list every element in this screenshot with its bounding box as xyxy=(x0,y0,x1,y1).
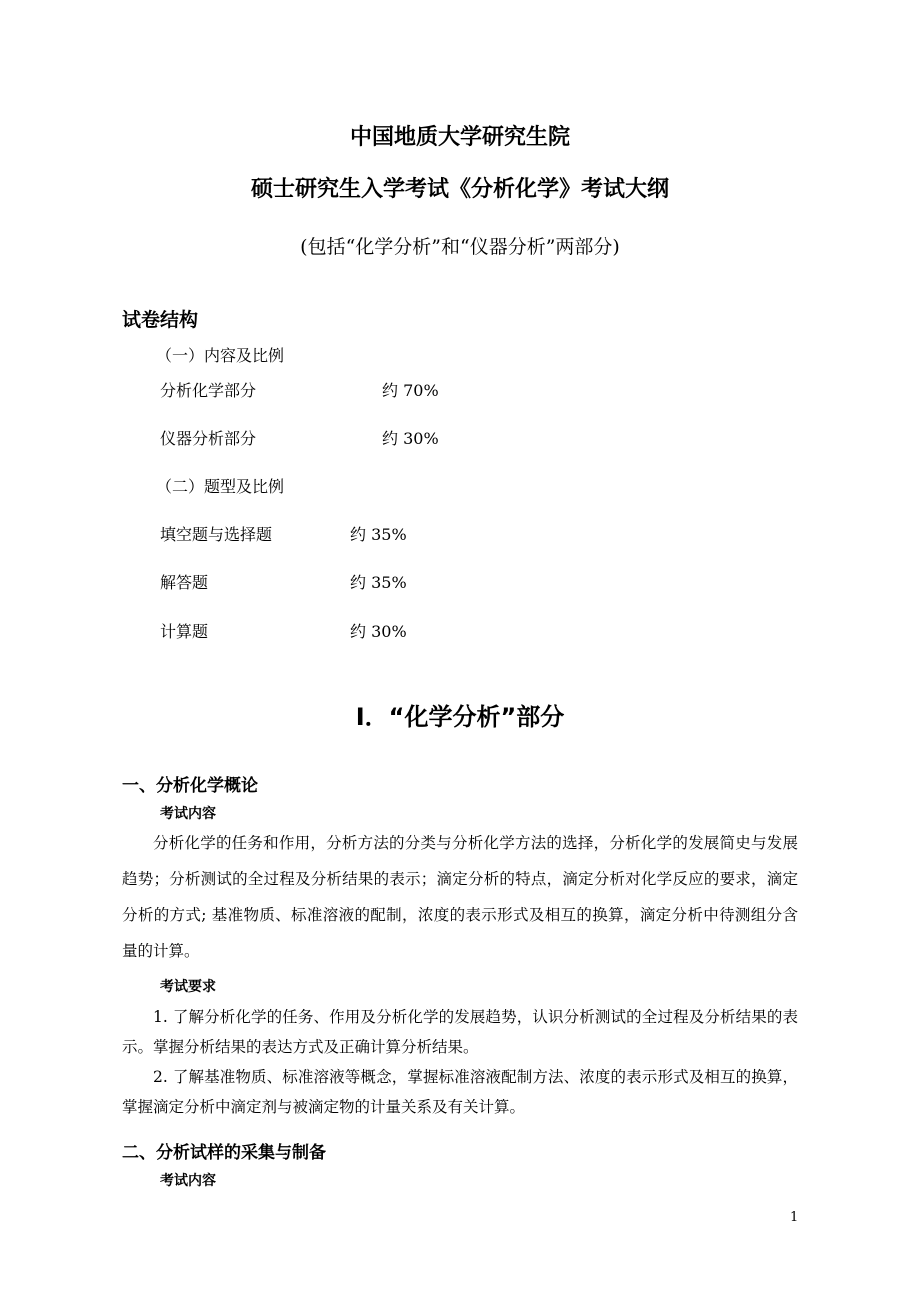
type-ratio-label: （二）题型及比例 xyxy=(156,477,285,496)
requirement-item: 2. 了解基准物质、标准溶液等概念，掌握标准溶液配制方法、浓度的表示形式及相互的换算，掌握滴定分析中滴定剂与被滴定物的计量关系及有关计算。 xyxy=(122,1068,798,1116)
content-item-value: 约 30% xyxy=(382,429,439,448)
content-ratio-label: （一）内容及比例 xyxy=(156,346,285,365)
part-title: I．“化学分析”部分 xyxy=(355,703,565,731)
content-item-name: 仪器分析部分 xyxy=(160,429,257,448)
requirements-label: 考试要求 xyxy=(160,979,216,995)
content-label: 考试内容 xyxy=(160,1173,216,1189)
content-paragraph: 分析化学的任务和作用，分析方法的分类与分析化学方法的选择，分析化学的发展简史与发展趋势；分析测试的全过程及分析结果的表示；滴定分析的特点，滴定分析对化学反应的要求，滴定分析的方式; 基准物质、标准溶液的配制，浓度的表示形式及相互的换算，滴定分析中待测组分含量的计算。 xyxy=(122,834,798,960)
type-item-name: 计算题 xyxy=(160,622,209,641)
content-label: 考试内容 xyxy=(160,806,216,822)
requirement-item: 1. 了解分析化学的任务、作用及分析化学的发展趋势，认识分析测试的全过程及分析结果的表示。掌握分析结果的表达方式及正确计算分析结果。 xyxy=(122,1008,798,1056)
document-title-line1: 中国地质大学研究生院 xyxy=(349,125,570,150)
chapter-title: 二、分析试样的采集与制备 xyxy=(122,1143,326,1163)
content-item-value: 约 70% xyxy=(382,381,439,400)
content-item-name: 分析化学部分 xyxy=(160,381,257,400)
page-number: 1 xyxy=(790,1210,799,1225)
type-item-value: 约 35% xyxy=(350,573,407,592)
document-title-line2: 硕士研究生入学考试《分析化学》考试大纲 xyxy=(250,177,669,202)
structure-heading: 试卷结构 xyxy=(122,309,199,331)
type-item-name: 解答题 xyxy=(160,573,209,592)
type-item-value: 约 35% xyxy=(350,525,407,544)
document-subtitle: (包括“化学分析”和“仪器分析”两部分) xyxy=(300,236,620,258)
type-item-value: 约 30% xyxy=(350,622,407,641)
type-item-name: 填空题与选择题 xyxy=(160,525,273,544)
chapter-title: 一、分析化学概论 xyxy=(122,776,258,796)
